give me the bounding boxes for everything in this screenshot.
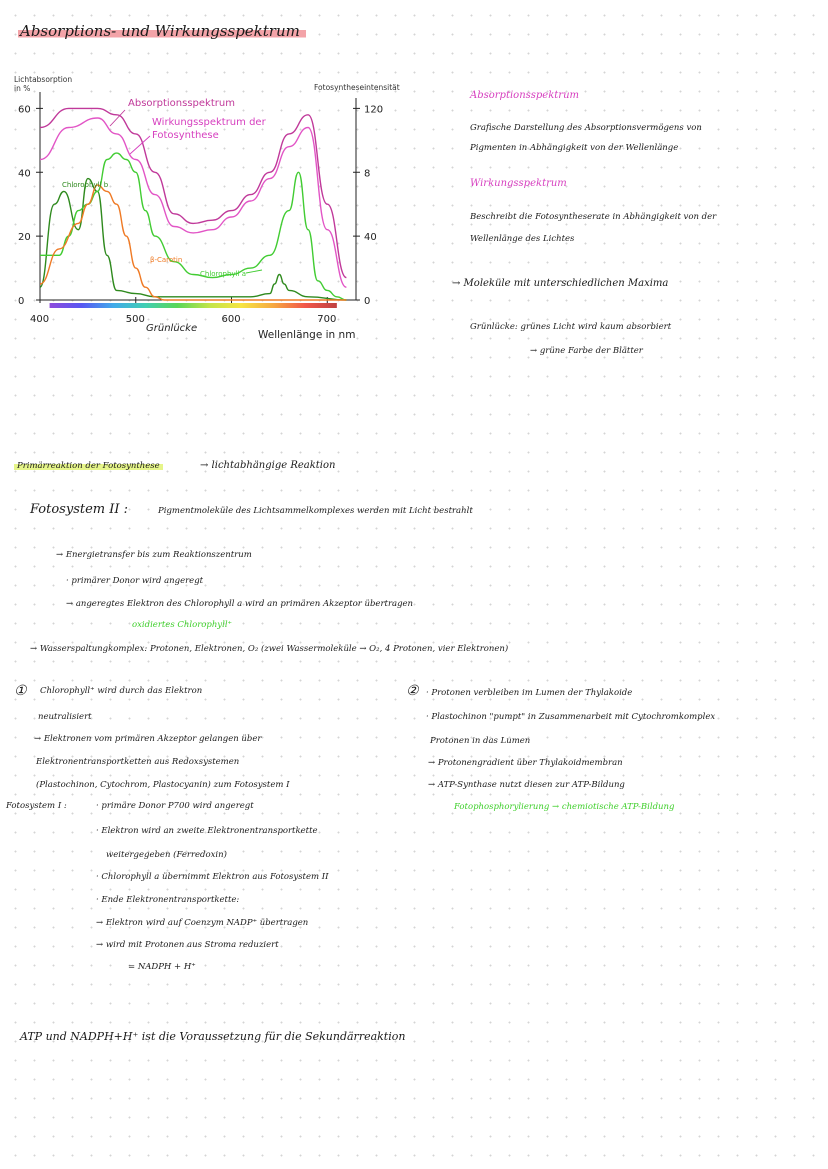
left-line-11: → Elektron wird auf Coenzym NADP⁺ übertragen bbox=[96, 918, 309, 928]
primary-heading-suffix: → lichtabhängige Reaktion bbox=[200, 460, 336, 471]
y-tick-label-left: 20 bbox=[18, 232, 31, 244]
series-line-1 bbox=[40, 118, 346, 287]
primary-line-1: → Energietransfer bis zum Reaktionszentrum bbox=[56, 550, 252, 560]
y-tick-label-right: 40 bbox=[364, 232, 377, 244]
series-line-2 bbox=[40, 179, 346, 300]
right-line-3: Protonen in das Lumen bbox=[430, 736, 531, 746]
absorption-text-1: Grafische Darstellung des Absorptionsvermögens von bbox=[470, 123, 702, 133]
primary-line-3: → angeregtes Elektron des Chlorophyll a wird an primären Akzeptor übertragen bbox=[66, 599, 414, 609]
series-line-4 bbox=[40, 185, 346, 300]
x-axis-label: Wellenlänge in nm bbox=[258, 329, 356, 341]
y-tick-label-left: 60 bbox=[18, 104, 31, 116]
spectrum-chart bbox=[0, 70, 420, 360]
left-line-5: (Plastochinon, Cytochrom, Plastocyanin) zum Fotosystem I bbox=[36, 780, 290, 790]
chart-labels bbox=[62, 98, 267, 278]
right-line-4: → Protonengradient über Thylakoidmembran bbox=[428, 758, 623, 768]
primary-line-5: → Wasserspaltungkomplex: Protonen, Elektronen, O₂ (zwei Wassermoleküle → O₂, 4 Protonen, vier Elektronen) bbox=[30, 644, 509, 654]
x-tick-label: 500 bbox=[125, 314, 145, 325]
left-line-4: Elektronentransportketten aus Redoxsystemen bbox=[36, 757, 240, 767]
right-line-5: → ATP-Synthase nutzt diesen zur ATP-Bildung bbox=[428, 780, 625, 790]
left-line-3: → Elektronen vom primären Akzeptor gelangen über bbox=[34, 734, 262, 744]
left-line-8: weitergegeben (Ferredoxin) bbox=[106, 850, 227, 860]
wirkung-text-1: Beschreibt die Fotosyntheserate in Abhängigkeit von der bbox=[470, 212, 717, 222]
ps2-text: Pigmentmoleküle des Lichtsammelkomplexes werden mit Licht bestrahlt bbox=[158, 506, 473, 516]
left-line-10: · Ende Elektronentransportkette: bbox=[96, 895, 240, 905]
step-1-number: ① bbox=[14, 683, 27, 699]
conclusion: ATP und NADPH+H⁺ ist die Voraussetzung für die Sekundärreaktion bbox=[20, 1030, 406, 1043]
gruenluecke-note-2: → grüne Farbe der Blätter bbox=[530, 346, 643, 356]
ps1-label: Fotosystem I : bbox=[6, 801, 67, 811]
left-line-1: Chlorophyll⁺ wird durch das Elektron bbox=[40, 686, 203, 696]
right-line-6: Fotophosphorylierung → chemiotische ATP-Bildung bbox=[454, 802, 675, 812]
left-line-13: = NADPH + H⁺ bbox=[128, 962, 196, 972]
y-tick-label-right: 0 bbox=[364, 296, 371, 307]
wirkung-heading: Wirkungsspektrum bbox=[470, 178, 567, 189]
y-tick-label-left: 40 bbox=[18, 168, 31, 180]
x-tick-label: 700 bbox=[317, 314, 337, 325]
ps2-label: Fotosystem II : bbox=[30, 502, 129, 517]
y-axis-left-label-unit: in % bbox=[14, 84, 31, 93]
left-line-12: → wird mit Protonen aus Stroma reduziert bbox=[96, 940, 279, 950]
visible-spectrum-bar bbox=[50, 303, 337, 308]
x-tick-label: 600 bbox=[221, 314, 241, 325]
gruenluecke-label: Grünlücke bbox=[146, 323, 198, 334]
primary-heading: Primärreaktion der Fotosynthese bbox=[14, 461, 163, 471]
absorption-text-2: Pigmenten in Abhängigkeit von der Wellenlänge bbox=[470, 143, 679, 153]
primary-line-4: oxidiertes Chlorophyll⁺ bbox=[132, 620, 233, 630]
chart-annotation: β-Carotin bbox=[150, 256, 183, 264]
y-axis-right-label: Fotosyntheseintensität bbox=[314, 83, 400, 92]
left-line-9: · Chlorophyll a übernimmt Elektron aus Fotosystem II bbox=[96, 872, 329, 882]
annotation-pointer bbox=[246, 270, 262, 273]
y-tick-label-right: 120 bbox=[364, 104, 384, 116]
series-line-3 bbox=[40, 153, 346, 300]
molecule-maxima-note: → Moleküle mit unterschiedlichen Maxima bbox=[452, 278, 669, 289]
right-line-1: · Protonen verbleiben im Lumen der Thylakoide bbox=[426, 688, 633, 698]
chart-annotation: Chlorophyll a bbox=[200, 270, 246, 278]
left-line-7: · Elektron wird an zweite Elektronentransportkette bbox=[96, 826, 318, 836]
chart-annotation: Chlorophyll b bbox=[62, 181, 109, 189]
gruenluecke-note-1: Grünlücke: grünes Licht wird kaum absorbiert bbox=[470, 322, 672, 332]
chart-annotation: Wirkungsspektrum der bbox=[152, 117, 266, 128]
x-tick-label: 400 bbox=[30, 314, 50, 325]
left-line-6: · primäre Donor P700 wird angeregt bbox=[96, 801, 254, 811]
step-2-number: ② bbox=[406, 683, 419, 699]
y-tick-label-left: 0 bbox=[18, 296, 25, 307]
right-line-2: · Plastochinon "pumpt" in Zusammenarbeit mit Cytochromkomplex bbox=[426, 712, 716, 722]
chart-annotation: Fotosynthese bbox=[152, 130, 219, 141]
y-tick-label-right: 8 bbox=[364, 168, 371, 180]
y-axis-left-label: Lichtabsorption bbox=[14, 75, 73, 84]
annotation-pointer bbox=[130, 136, 150, 154]
primary-line-2: · primärer Donor wird angeregt bbox=[66, 576, 204, 586]
left-line-2: neutralisiert bbox=[38, 712, 92, 722]
absorption-heading: Absorptionsspektrum bbox=[470, 90, 579, 101]
page-title: Absorptions- und Wirkungsspektrum bbox=[18, 22, 306, 40]
wirkung-text-2: Wellenlänge des Lichtes bbox=[470, 234, 575, 244]
chart-annotation: Absorptionsspektrum bbox=[128, 98, 235, 109]
